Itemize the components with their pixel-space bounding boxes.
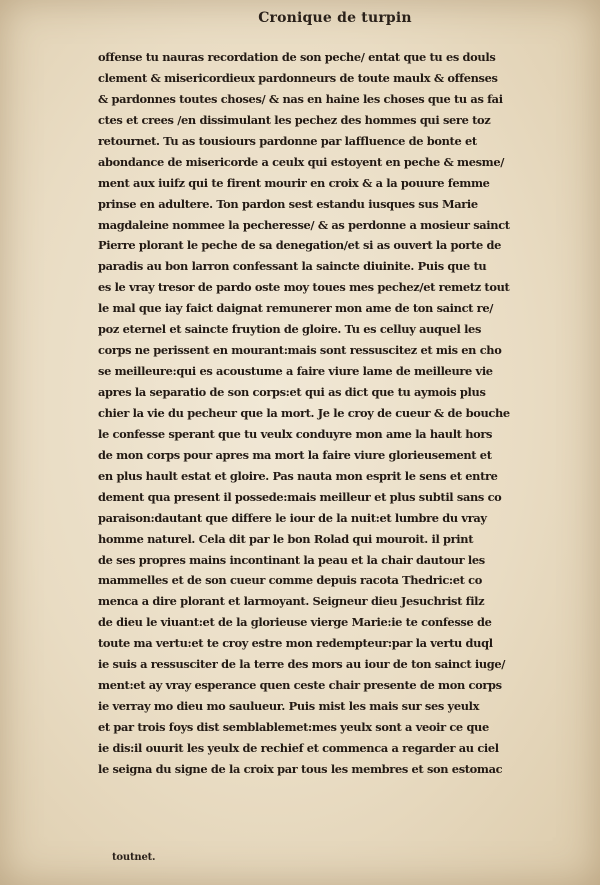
text-line: magdaleine nommee la pecheresse/ & as perdonne a mosieur sainct bbox=[98, 217, 510, 232]
text-line: se meilleure:qui es acoustume a faire viure lame de meilleure vie bbox=[98, 364, 493, 379]
text-line: clement & misericordieux pardonneurs de toute maulx & offenses bbox=[98, 70, 498, 85]
text-line: es le vray tresor de pardo oste moy toues mes pechez/et remetz tout bbox=[98, 280, 510, 295]
text-line: le confesse sperant que tu veulx conduyre mon ame la hault hors bbox=[98, 426, 493, 441]
text-line: ment:et ay vray esperance quen ceste chair presente de mon corps bbox=[98, 678, 502, 693]
text-line: abondance de misericorde a ceulx qui estoyent en peche & mesme/ bbox=[98, 154, 505, 169]
text-line: & pardonnes toutes choses/ & nas en haine les choses que tu as fai bbox=[98, 91, 503, 106]
text-line: paradis au bon larron confessant la saincte diuinite. Puis que tu bbox=[98, 259, 487, 274]
text-line: toute ma vertu:et te croy estre mon redempteur:par la vertu duql bbox=[98, 636, 493, 651]
text-line: le seigna du signe de la croix par tous les membres et son estomac bbox=[98, 761, 503, 776]
text-line: poz eternel et saincte fruytion de gloire. Tu es celluy auquel les bbox=[98, 322, 482, 337]
text-line: ment aux iuifz qui te firent mourir en croix & a la pouure femme bbox=[98, 175, 490, 190]
text-line: en plus hault estat et gloire. Pas nauta mon esprit le sens et entre bbox=[98, 468, 498, 483]
text-line: offense tu nauras recordation de son peche/ entat que tu es douls bbox=[98, 50, 496, 64]
text-line: paraison:dautant que differe le iour de la nuit:et lumbre du vray bbox=[98, 510, 487, 525]
signature-mark: toutnet. bbox=[112, 852, 156, 863]
text-line: corps ne perissent en mourant:mais sont ressuscitez et mis en cho bbox=[98, 343, 502, 358]
text-line: homme naturel. Cela dit par le bon Rolad qui mouroit. il print bbox=[98, 531, 474, 546]
text-line: de mon corps pour apres ma mort la faire viure glorieusement et bbox=[98, 447, 492, 462]
text-line: de dieu le viuant:et de la glorieuse vierge Marie:ie te confesse de bbox=[98, 615, 492, 630]
text-line: chier la vie du pecheur que la mort. Je le croy de cueur & de bouche bbox=[98, 405, 510, 420]
text-line: dement qua present il possede:mais meilleur et plus subtil sans co bbox=[98, 489, 502, 504]
body-text bbox=[98, 47, 578, 780]
text-line: ctes et crees /en dissimulant les pechez des hommes qui sere toz bbox=[98, 112, 491, 127]
text-line: de ses propres mains incontinant la peau et la chair dautour les bbox=[98, 552, 485, 567]
text-line: apres la separatio de son corps:et qui as dict que tu aymois plus bbox=[98, 385, 486, 399]
text-line: retournet. Tu as tousiours pardonne par laffluence de bonte et bbox=[98, 133, 477, 148]
text-line: et par trois foys dist semblablemet:mes yeulx sont a veoir ce que bbox=[98, 720, 489, 734]
text-line: le mal que iay faict daignat remunerer mon ame de ton sainct re/ bbox=[98, 301, 494, 316]
running-header: Cronique de turpin bbox=[258, 10, 412, 26]
text-line: prinse en adultere. Ton pardon sest estandu iusques sus Marie bbox=[98, 196, 478, 211]
text-line: ie dis:il ouurit les yeulx de rechief et commenca a regarder au ciel bbox=[98, 740, 499, 755]
text-line: Pierre plorant le peche de sa denegation/et si as ouvert la porte de bbox=[98, 238, 501, 253]
text-line: mammelles et de son cueur comme depuis racota Thedric:et co bbox=[98, 573, 483, 588]
text-line: ie verray mo dieu mo saulueur. Puis mist les mais sur ses yeulx bbox=[98, 699, 480, 714]
text-line: menca a dire plorant et larmoyant. Seigneur dieu Jesuchrist filz bbox=[98, 594, 485, 609]
text-line: ie suis a ressusciter de la terre des mors au iour de ton sainct iuge/ bbox=[98, 657, 506, 672]
